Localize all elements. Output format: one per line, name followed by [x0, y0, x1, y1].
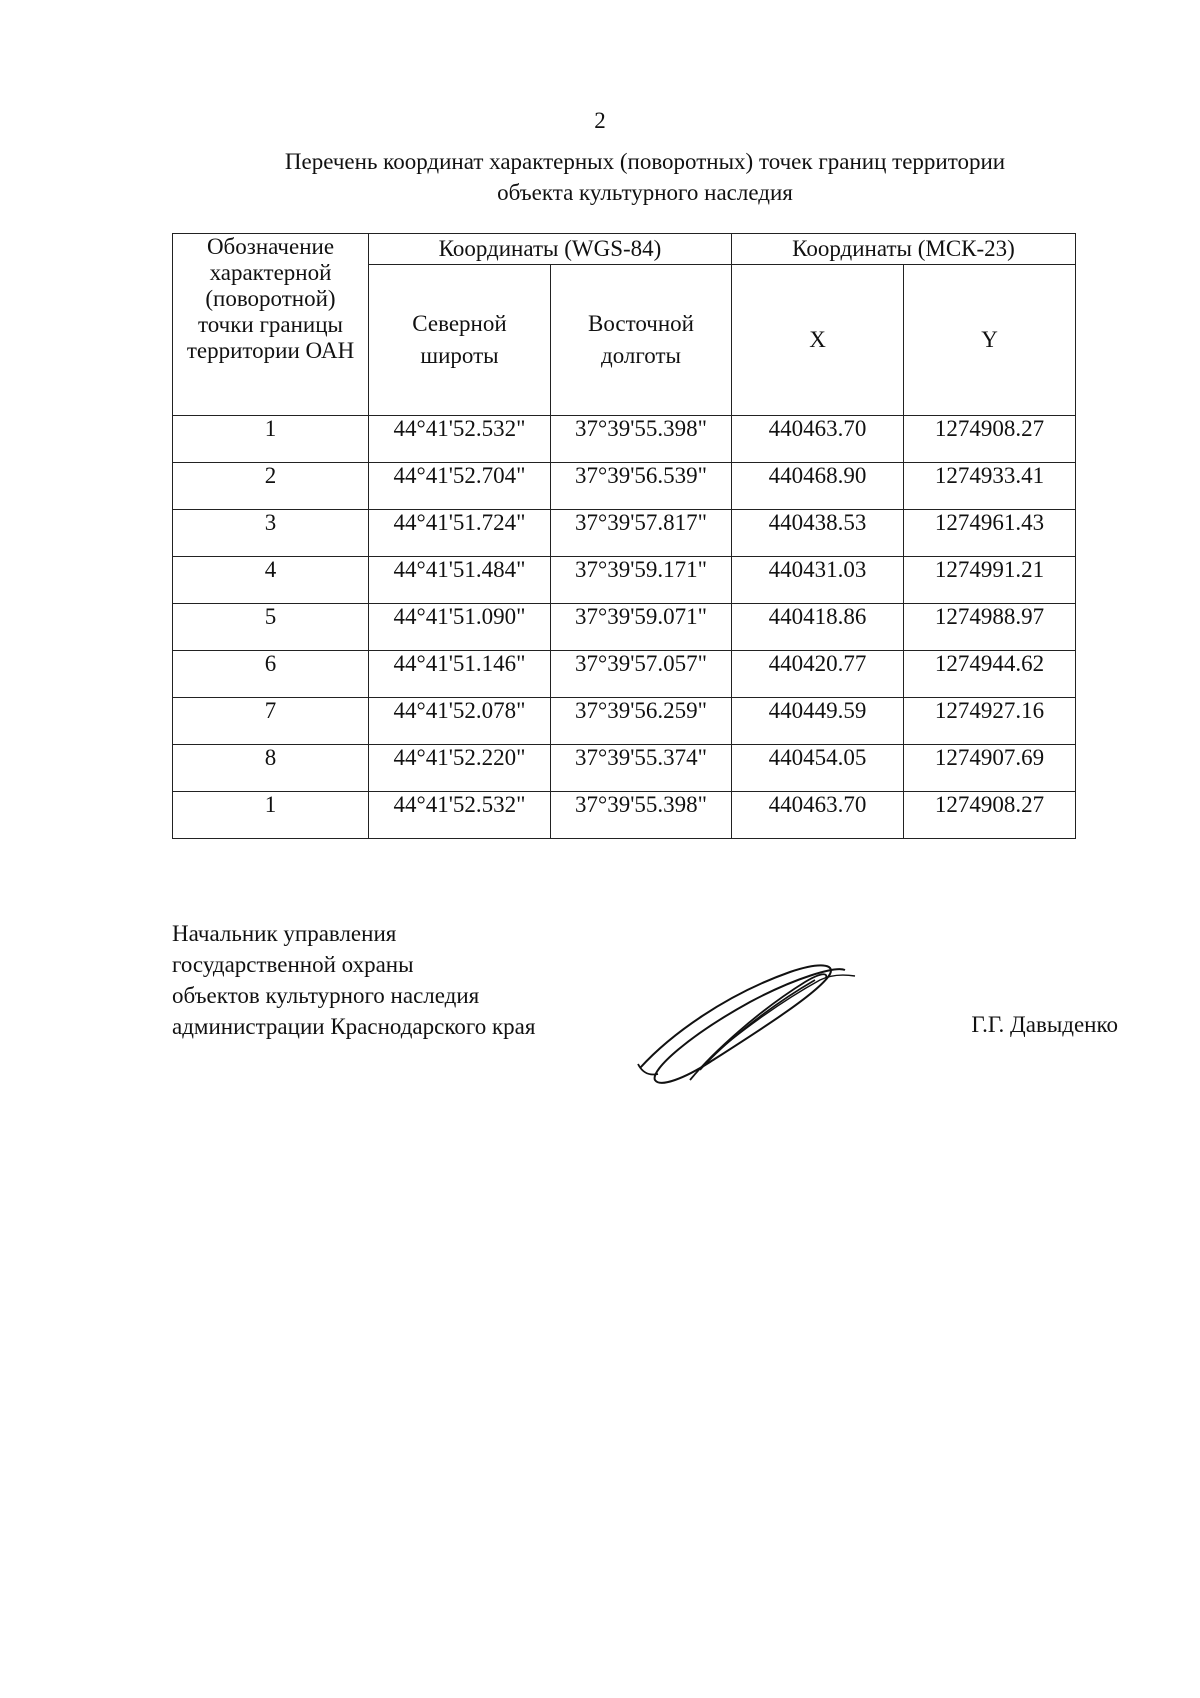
- header-north-latitude: Северной широты: [369, 265, 551, 416]
- cell-x: 440454.05: [732, 745, 904, 792]
- signatory-name: Г.Г. Давыденко: [971, 1012, 1118, 1037]
- cell-y: 1274927.16: [904, 698, 1076, 745]
- cell-longitude: 37°39'57.817": [551, 510, 732, 557]
- table-row: [173, 557, 1076, 604]
- table-row: [173, 745, 1076, 792]
- header-designation: Обозначение характерной (поворотной) точки границы территории ОАН: [173, 234, 369, 416]
- position-line: администрации Краснодарского края: [172, 1014, 536, 1039]
- cell-x: 440418.86: [732, 604, 904, 651]
- document-title-line-1: Перечень координат характерных (поворотных) точек границ территории: [284, 149, 1006, 174]
- cell-latitude: 44°41'52.532": [369, 792, 551, 839]
- document-title-line-2: объекта культурного наследия: [497, 180, 793, 205]
- cell-y: 1274933.41: [904, 463, 1076, 510]
- cell-x: 440420.77: [732, 651, 904, 698]
- cell-longitude: 37°39'55.398": [551, 792, 732, 839]
- cell-x: 440463.70: [732, 416, 904, 463]
- cell-point: 5: [173, 604, 369, 651]
- cell-longitude: 37°39'57.057": [551, 651, 732, 698]
- cell-longitude: 37°39'55.398": [551, 416, 732, 463]
- table-row: [173, 792, 1076, 839]
- cell-point: 7: [173, 698, 369, 745]
- cell-x: 440438.53: [732, 510, 904, 557]
- cell-point: 2: [173, 463, 369, 510]
- cell-y: 1274991.21: [904, 557, 1076, 604]
- cell-longitude: 37°39'59.171": [551, 557, 732, 604]
- cell-longitude: 37°39'56.539": [551, 463, 732, 510]
- header-msk23-group: Координаты (МСК-23): [732, 234, 1076, 265]
- cell-y: 1274907.69: [904, 745, 1076, 792]
- table-row: [173, 651, 1076, 698]
- position-line: государственной охраны: [172, 952, 414, 977]
- table-row: [173, 604, 1076, 651]
- coordinates-table-body: [173, 416, 1076, 839]
- header-y: Y: [904, 265, 1076, 416]
- cell-y: 1274961.43: [904, 510, 1076, 557]
- position-line: объектов культурного наследия: [172, 983, 480, 1008]
- table-row: [173, 510, 1076, 557]
- signatory-position: [172, 918, 535, 1042]
- cell-y: 1274908.27: [904, 416, 1076, 463]
- table-row: [173, 416, 1076, 463]
- cell-latitude: 44°41'51.484": [369, 557, 551, 604]
- cell-latitude: 44°41'51.090": [369, 604, 551, 651]
- cell-y: 1274908.27: [904, 792, 1076, 839]
- position-line: Начальник управления: [172, 921, 397, 946]
- cell-longitude: 37°39'55.374": [551, 745, 732, 792]
- header-wgs84-group: Координаты (WGS-84): [369, 234, 732, 265]
- header-x: X: [732, 265, 904, 416]
- cell-latitude: 44°41'52.078": [369, 698, 551, 745]
- cell-latitude: 44°41'52.220": [369, 745, 551, 792]
- coordinates-table: [172, 233, 1076, 839]
- cell-point: 6: [173, 651, 369, 698]
- cell-point: 4: [173, 557, 369, 604]
- cell-x: 440449.59: [732, 698, 904, 745]
- cell-x: 440468.90: [732, 463, 904, 510]
- cell-point: 1: [173, 416, 369, 463]
- table-row: [173, 463, 1076, 510]
- document-title: [150, 146, 1140, 208]
- cell-y: 1274944.62: [904, 651, 1076, 698]
- table-row: [173, 698, 1076, 745]
- page-number: 2: [594, 108, 606, 133]
- cell-y: 1274988.97: [904, 604, 1076, 651]
- cell-point: 8: [173, 745, 369, 792]
- cell-longitude: 37°39'59.071": [551, 604, 732, 651]
- cell-x: 440463.70: [732, 792, 904, 839]
- handwritten-signature: [630, 940, 890, 1100]
- cell-latitude: 44°41'51.146": [369, 651, 551, 698]
- cell-point: 1: [173, 792, 369, 839]
- cell-longitude: 37°39'56.259": [551, 698, 732, 745]
- cell-point: 3: [173, 510, 369, 557]
- cell-latitude: 44°41'51.724": [369, 510, 551, 557]
- cell-latitude: 44°41'52.704": [369, 463, 551, 510]
- header-east-longitude: Восточной долготы: [551, 265, 732, 416]
- cell-latitude: 44°41'52.532": [369, 416, 551, 463]
- cell-x: 440431.03: [732, 557, 904, 604]
